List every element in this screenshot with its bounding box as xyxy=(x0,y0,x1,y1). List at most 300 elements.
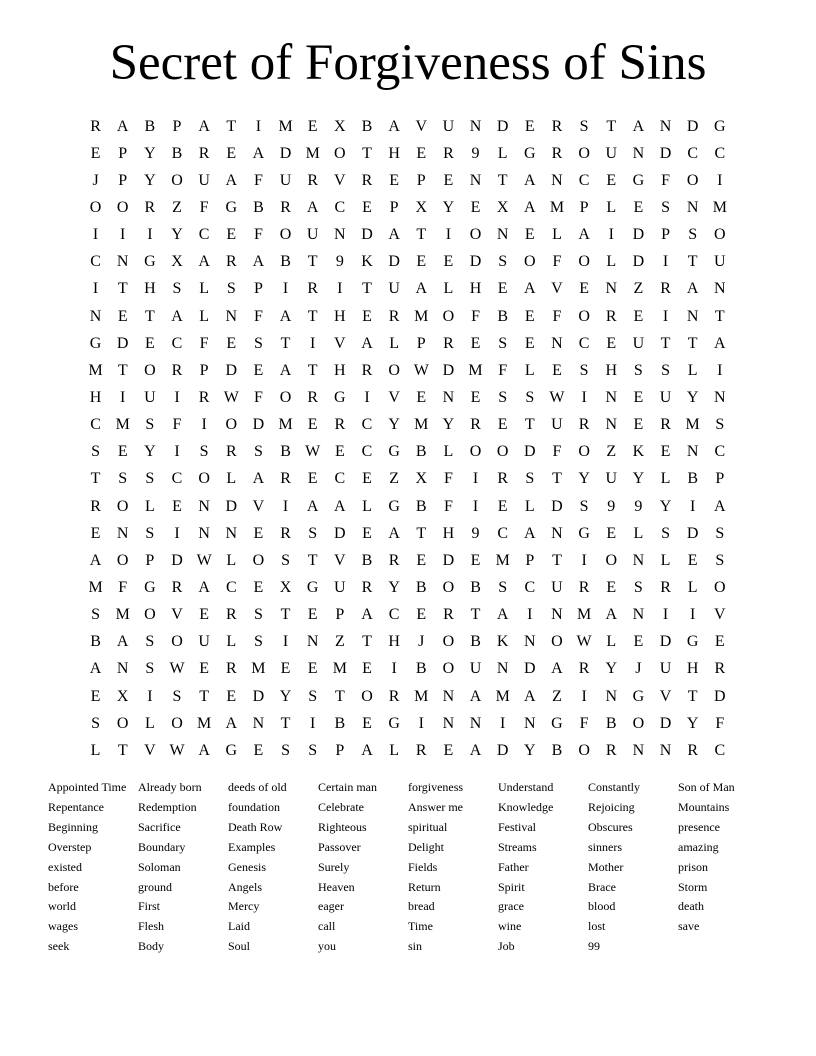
grid-cell: L xyxy=(226,633,237,651)
grid-cell: C xyxy=(198,226,210,244)
grid-cell: S xyxy=(91,443,101,461)
grid-cell: P xyxy=(715,470,725,488)
grid-cell: E xyxy=(144,334,155,352)
word-list xyxy=(48,778,788,978)
grid-cell: F xyxy=(253,307,263,325)
grid-cell: I xyxy=(527,606,533,624)
grid-cell: S xyxy=(308,524,318,542)
grid-cell: P xyxy=(118,171,128,189)
grid-cell: L xyxy=(389,334,399,352)
grid-cell: E xyxy=(416,144,427,162)
grid-cell: E xyxy=(606,578,617,596)
word-item: deeds of old xyxy=(228,780,287,794)
grid-cell: G xyxy=(388,497,400,515)
grid-cell: F xyxy=(579,714,589,732)
grid-cell: T xyxy=(307,253,318,271)
grid-cell: D xyxy=(632,253,645,271)
word-item: Constantly xyxy=(588,780,641,794)
grid-cell: N xyxy=(306,633,319,651)
grid-cell: A xyxy=(89,551,102,569)
grid-cell: E xyxy=(253,524,264,542)
grid-cell: D xyxy=(225,361,238,379)
grid-cell: B xyxy=(415,443,427,461)
grid-cell: V xyxy=(388,388,400,406)
grid-cell: E xyxy=(362,470,372,488)
grid-cell: L xyxy=(660,551,671,569)
grid-cell: V xyxy=(659,687,672,705)
grid-cell: D xyxy=(252,687,265,705)
grid-cell: E xyxy=(416,606,427,624)
grid-cell: B xyxy=(280,253,291,271)
grid-cell: T xyxy=(687,253,698,271)
grid-cell: S xyxy=(579,361,589,379)
grid-cell: N xyxy=(496,660,509,678)
grid-cell: E xyxy=(660,443,671,461)
grid-cell: O xyxy=(578,443,590,461)
grid-cell: P xyxy=(199,361,209,379)
grid-cell: R xyxy=(225,660,237,678)
word-item: save xyxy=(678,919,700,934)
grid-cell: T xyxy=(117,361,128,379)
grid-cell: N xyxy=(632,606,645,624)
grid-cell: D xyxy=(279,144,292,162)
grid-cell: L xyxy=(687,361,698,379)
grid-cell: A xyxy=(279,307,292,325)
grid-cell: B xyxy=(551,741,563,759)
word-column xyxy=(678,778,768,937)
grid-cell: E xyxy=(470,198,481,216)
grid-cell: N xyxy=(225,307,238,325)
grid-cell: X xyxy=(116,687,129,705)
grid-cell: A xyxy=(551,660,563,678)
grid-cell: Y xyxy=(279,687,292,705)
grid-cell: F xyxy=(552,253,562,271)
grid-cell: E xyxy=(307,660,318,678)
grid-cell: Y xyxy=(144,171,156,189)
grid-cell: I xyxy=(174,388,180,406)
grid-cell: D xyxy=(659,144,672,162)
grid-cell: N xyxy=(252,714,265,732)
grid-cell: V xyxy=(334,551,346,569)
grid-cell: T xyxy=(117,741,128,759)
word-item: amazing xyxy=(678,839,719,854)
grid-cell: I xyxy=(662,307,669,325)
grid-cell: L xyxy=(226,551,237,569)
grid-cell: L xyxy=(524,497,535,515)
grid-cell: J xyxy=(635,660,642,678)
word-item: First xyxy=(138,899,161,914)
grid-cell: I xyxy=(337,280,343,298)
grid-cell: Y xyxy=(686,714,699,732)
grid-cell: T xyxy=(552,470,562,488)
grid-cell: O xyxy=(686,171,699,189)
word-item: Angels xyxy=(228,879,262,894)
grid-cell: O xyxy=(578,741,590,759)
word-item: existed xyxy=(48,859,82,874)
grid-cell: S xyxy=(253,334,263,352)
grid-cell: S xyxy=(688,226,698,244)
grid-cell: E xyxy=(362,524,372,542)
grid-cell: I xyxy=(147,226,153,244)
grid-cell: I xyxy=(472,497,479,515)
grid-cell: C xyxy=(388,606,400,624)
word-item: Examples xyxy=(228,839,276,854)
grid-cell: A xyxy=(524,171,536,189)
grid-cell: R xyxy=(551,144,563,162)
grid-cell: C xyxy=(714,443,726,461)
grid-cell: A xyxy=(279,361,292,379)
grid-cell: O xyxy=(469,226,482,244)
grid-cell: E xyxy=(497,497,508,515)
grid-cell: M xyxy=(115,416,130,434)
grid-cell: C xyxy=(687,144,698,162)
grid-cell: L xyxy=(660,470,671,488)
grid-cell: L xyxy=(199,280,210,298)
grid-cell: Y xyxy=(144,443,156,461)
grid-cell: O xyxy=(116,714,129,732)
grid-cell: E xyxy=(416,388,427,406)
word-item: ground xyxy=(138,879,172,894)
grid-cell: R xyxy=(171,361,183,379)
grid-cell: P xyxy=(118,144,128,162)
grid-cell: R xyxy=(388,307,400,325)
grid-cell: D xyxy=(469,253,482,271)
grid-cell: B xyxy=(415,497,427,515)
grid-cell: P xyxy=(253,280,263,298)
grid-cell: N xyxy=(469,117,482,135)
grid-cell: R xyxy=(443,334,454,352)
grid-cell: P xyxy=(661,226,670,244)
grid-cell: L xyxy=(687,578,698,596)
grid-cell: G xyxy=(524,144,536,162)
grid-cell: E xyxy=(470,388,481,406)
grid-cell: N xyxy=(605,416,618,434)
grid-cell: I xyxy=(472,470,479,488)
grid-cell: A xyxy=(714,497,726,515)
word-item: Death Row xyxy=(228,819,283,834)
word-item: Fields xyxy=(408,859,438,874)
grid-cell: S xyxy=(661,361,670,379)
word-item: wages xyxy=(48,919,78,934)
grid-cell: R xyxy=(388,687,400,705)
grid-cell: Y xyxy=(388,578,400,596)
grid-cell: D xyxy=(442,551,455,569)
grid-cell: U xyxy=(659,660,672,678)
grid-cell: A xyxy=(605,606,618,624)
grid-cell: T xyxy=(280,714,291,732)
grid-cell: E xyxy=(443,741,454,759)
grid-cell: E xyxy=(524,226,535,244)
grid-cell: E xyxy=(172,497,182,515)
grid-cell: A xyxy=(524,524,536,542)
grid-cell: H xyxy=(686,660,699,678)
grid-cell: T xyxy=(307,551,318,569)
grid-cell: B xyxy=(144,117,156,135)
grid-cell: E xyxy=(633,388,644,406)
grid-cell: A xyxy=(361,741,373,759)
word-item: Obscures xyxy=(588,819,633,834)
grid-cell: S xyxy=(226,280,236,298)
grid-cell: U xyxy=(659,388,672,406)
letter-grid xyxy=(82,113,734,764)
grid-cell: U xyxy=(551,416,563,434)
grid-cell: U xyxy=(144,388,156,406)
grid-row xyxy=(82,574,734,601)
grid-cell: M xyxy=(414,687,429,705)
word-column xyxy=(318,778,408,957)
grid-cell: S xyxy=(281,741,290,759)
grid-cell: S xyxy=(715,524,725,542)
grid-cell: T xyxy=(226,117,237,135)
grid-cell: I xyxy=(717,361,723,379)
grid-cell: M xyxy=(414,416,429,434)
grid-cell: I xyxy=(282,633,289,651)
word-item: Body xyxy=(138,939,165,954)
grid-cell: B xyxy=(334,714,346,732)
grid-cell: N xyxy=(659,117,672,135)
grid-cell: S xyxy=(498,578,508,596)
grid-cell: X xyxy=(334,117,346,135)
word-item: Festival xyxy=(498,819,536,834)
word-column xyxy=(588,778,678,957)
grid-cell: G xyxy=(334,388,346,406)
grid-cell: R xyxy=(578,578,590,596)
grid-row xyxy=(82,249,734,276)
grid-cell: U xyxy=(388,280,400,298)
grid-cell: E xyxy=(389,171,399,189)
grid-cell: A xyxy=(415,280,428,298)
grid-cell: S xyxy=(91,606,101,624)
grid-cell: R xyxy=(388,551,400,569)
grid-cell: M xyxy=(251,660,266,678)
grid-cell: A xyxy=(252,144,265,162)
grid-cell: Z xyxy=(633,280,644,298)
grid-cell: R xyxy=(578,660,590,678)
grid-cell: Y xyxy=(632,470,645,488)
grid-cell: R xyxy=(415,741,427,759)
grid-cell: F xyxy=(118,578,128,596)
grid-cell: A xyxy=(225,714,238,732)
grid-cell: E xyxy=(253,741,264,759)
grid-cell: F xyxy=(471,307,480,325)
word-item: Beginning xyxy=(48,819,98,834)
word-item: Son of Man xyxy=(678,780,735,794)
grid-cell: O xyxy=(89,198,102,216)
grid-cell: O xyxy=(578,307,590,325)
grid-cell: E xyxy=(470,551,481,569)
grid-cell: T xyxy=(524,416,535,434)
grid-cell: I xyxy=(201,416,207,434)
grid-cell: R xyxy=(443,144,454,162)
grid-cell: G xyxy=(144,578,156,596)
grid-cell: G xyxy=(306,578,319,596)
grid-cell: Y xyxy=(659,497,672,515)
grid-cell: P xyxy=(416,171,426,189)
grid-cell: H xyxy=(89,388,102,406)
grid-cell: V xyxy=(144,741,156,759)
grid-cell: E xyxy=(226,334,237,352)
grid-cell: R xyxy=(334,416,346,434)
grid-cell: N xyxy=(116,253,129,271)
grid-cell: R xyxy=(714,660,726,678)
grid-cell: Y xyxy=(686,388,699,406)
grid-cell: S xyxy=(172,687,182,705)
grid-cell: G xyxy=(225,198,238,216)
grid-cell: E xyxy=(226,687,237,705)
grid-cell: B xyxy=(415,660,427,678)
grid-cell: I xyxy=(662,253,669,271)
grid-cell: R xyxy=(660,416,671,434)
grid-cell: P xyxy=(525,551,535,569)
grid-cell: S xyxy=(525,388,535,406)
grid-cell: O xyxy=(442,307,455,325)
grid-cell: B xyxy=(605,714,617,732)
grid-cell: A xyxy=(198,578,210,596)
grid-cell: B xyxy=(280,443,291,461)
grid-cell: C xyxy=(90,253,101,271)
word-item: you xyxy=(318,939,336,954)
grid-cell: Z xyxy=(334,633,345,651)
grid-cell: A xyxy=(198,117,210,135)
grid-row xyxy=(82,493,734,520)
grid-cell: H xyxy=(442,524,455,542)
word-item: Streams xyxy=(498,839,537,854)
grid-cell: R xyxy=(225,443,237,461)
grid-cell: L xyxy=(497,144,508,162)
grid-cell: E xyxy=(90,687,101,705)
grid-cell: I xyxy=(364,388,370,406)
grid-cell: B xyxy=(361,551,373,569)
grid-cell: U xyxy=(605,144,618,162)
grid-cell: S xyxy=(281,551,290,569)
grid-cell: I xyxy=(120,388,126,406)
grid-cell: A xyxy=(524,280,536,298)
grid-cell: C xyxy=(578,334,590,352)
word-item: wine xyxy=(498,919,522,934)
grid-cell: Z xyxy=(389,470,399,488)
grid-cell: J xyxy=(418,633,425,651)
grid-cell: F xyxy=(443,470,453,488)
grid-cell: A xyxy=(469,687,482,705)
grid-cell: A xyxy=(388,524,400,542)
grid-cell: C xyxy=(334,470,346,488)
grid-cell: N xyxy=(714,388,726,406)
grid-cell: M xyxy=(495,551,510,569)
grid-cell: M xyxy=(495,687,510,705)
grid-cell: N xyxy=(605,280,618,298)
grid-cell: W xyxy=(413,361,429,379)
grid-cell: O xyxy=(578,253,590,271)
grid-cell: E xyxy=(524,117,535,135)
grid-cell: H xyxy=(144,280,156,298)
grid-row xyxy=(82,140,734,167)
grid-cell: O xyxy=(116,551,129,569)
grid-cell: O xyxy=(171,714,183,732)
grid-cell: I xyxy=(581,388,587,406)
grid-row xyxy=(82,520,734,547)
word-item: Redemption xyxy=(138,799,197,814)
grid-cell: N xyxy=(551,606,563,624)
grid-cell: D xyxy=(632,226,645,244)
grid-cell: A xyxy=(388,226,400,244)
grid-cell: O xyxy=(388,361,400,379)
grid-cell: D xyxy=(388,253,400,271)
grid-row xyxy=(82,167,734,194)
grid-cell: R xyxy=(361,578,373,596)
grid-cell: N xyxy=(469,714,482,732)
grid-cell: N xyxy=(442,388,455,406)
word-item: blood xyxy=(588,899,616,914)
grid-cell: L xyxy=(606,253,617,271)
grid-cell: D xyxy=(659,633,672,651)
grid-cell: E xyxy=(443,171,454,189)
grid-cell: E xyxy=(552,361,562,379)
grid-cell: C xyxy=(171,470,183,488)
grid-cell: R xyxy=(578,416,590,434)
puzzle-title: Secret of Forgiveness of Sins xyxy=(109,35,707,91)
grid-cell: D xyxy=(171,551,183,569)
grid-cell: E xyxy=(416,253,427,271)
grid-cell: S xyxy=(145,470,155,488)
grid-cell: O xyxy=(632,714,645,732)
grid-cell: Y xyxy=(578,470,590,488)
grid-cell: E xyxy=(524,307,535,325)
grid-cell: F xyxy=(253,388,263,406)
grid-cell: T xyxy=(416,524,427,542)
grid-row xyxy=(82,547,734,574)
word-item: prison xyxy=(678,859,708,874)
word-item: bread xyxy=(408,899,435,914)
grid-cell: I xyxy=(174,443,180,461)
grid-cell: G xyxy=(89,334,102,352)
grid-cell: S xyxy=(715,416,725,434)
grid-cell: I xyxy=(120,226,126,244)
grid-cell: R xyxy=(497,470,509,488)
grid-cell: I xyxy=(608,226,614,244)
grid-row xyxy=(82,629,734,656)
grid-cell: G xyxy=(632,171,645,189)
grid-cell: L xyxy=(552,226,562,244)
grid-cell: E xyxy=(714,633,725,651)
grid-cell: O xyxy=(171,171,183,189)
grid-cell: A xyxy=(632,117,645,135)
word-item: world xyxy=(48,899,76,914)
grid-cell: B xyxy=(470,578,481,596)
grid-cell: N xyxy=(551,171,563,189)
word-item: Mercy xyxy=(228,899,260,914)
grid-cell: T xyxy=(687,334,698,352)
grid-cell: E xyxy=(226,144,237,162)
grid-cell: I xyxy=(92,226,99,244)
word-item: lost xyxy=(588,919,606,934)
grid-cell: M xyxy=(549,198,565,216)
grid-cell: W xyxy=(549,388,565,406)
grid-cell: K xyxy=(496,633,509,651)
grid-cell: V xyxy=(415,117,428,135)
grid-cell: P xyxy=(335,606,345,624)
grid-cell: U xyxy=(198,171,210,189)
grid-cell: E xyxy=(253,578,264,596)
word-item: Appointed Time xyxy=(48,780,127,794)
grid-cell: R xyxy=(225,606,237,624)
grid-row xyxy=(82,656,734,683)
grid-cell: M xyxy=(576,606,592,624)
word-item: Celebrate xyxy=(318,799,364,814)
grid-cell: N xyxy=(116,524,129,542)
grid-cell: L xyxy=(144,497,155,515)
grid-cell: E xyxy=(307,416,318,434)
grid-cell: P xyxy=(335,741,345,759)
